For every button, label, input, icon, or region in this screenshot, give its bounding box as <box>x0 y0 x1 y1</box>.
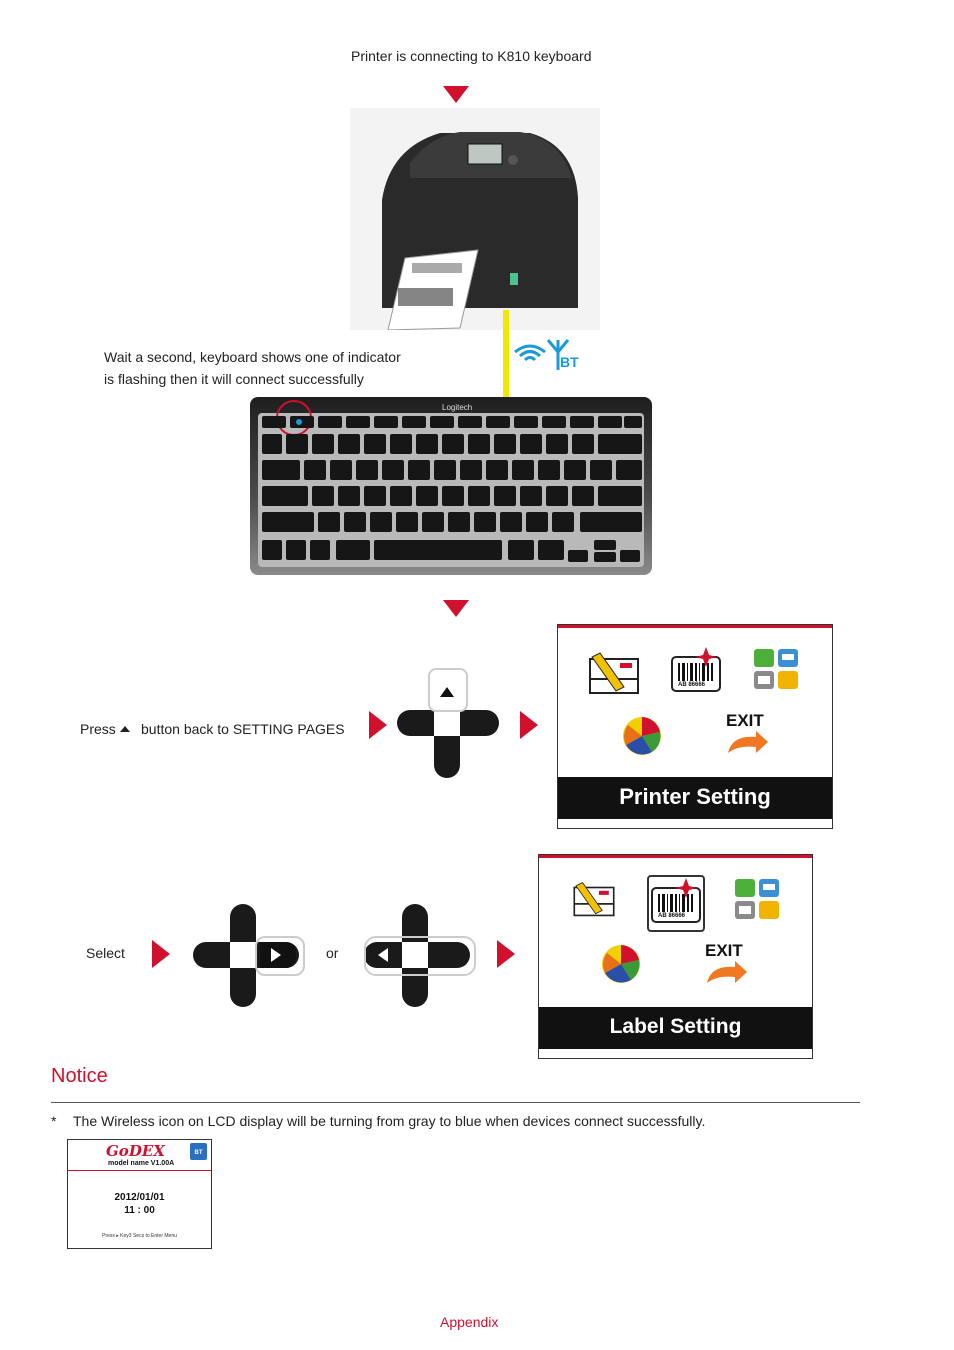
system-setting-pie-icon-2 <box>601 943 645 990</box>
lcd2-title: Label Setting <box>609 1015 742 1038</box>
dpad-left-arrow-icon <box>378 948 388 962</box>
exit-icon <box>718 711 778 757</box>
notice-divider <box>51 1102 860 1103</box>
lcd1-title-bar <box>558 777 832 819</box>
wireless-icon <box>512 340 548 371</box>
barcode-text-2: AB 86666 <box>658 913 686 919</box>
bt-label: BT <box>560 354 579 370</box>
interface-setting-icon-2 <box>735 879 781 928</box>
bt-status-label: BT <box>194 1150 203 1156</box>
notice-text: The Wireless icon on LCD display will be turning from gray to blue when devices connect successfully. <box>73 1113 706 1129</box>
arrow-down-1 <box>443 86 469 103</box>
lcd-home-divider <box>68 1170 211 1171</box>
exit-icon-2 <box>697 941 757 987</box>
printer-setting-icon-2 <box>571 879 617 924</box>
arrow-right-1 <box>369 711 387 739</box>
footer-appendix: Appendix <box>440 1314 499 1330</box>
barcode-text: AB 86666 <box>678 682 706 688</box>
arrow-right-4 <box>497 940 515 968</box>
printer-setting-icon <box>586 651 642 700</box>
up-arrow-icon <box>120 726 130 732</box>
model-name: model name V1.00A <box>108 1160 175 1167</box>
or-label: or <box>326 945 339 961</box>
wait-line-1: Wait a second, keyboard shows one of indicator <box>104 349 401 365</box>
bt-status-icon <box>190 1143 207 1160</box>
lcd-printer-setting <box>557 624 833 829</box>
select-label: Select <box>86 945 125 961</box>
lcd2-top-line <box>539 855 812 858</box>
arrow-right-3 <box>152 940 170 968</box>
dpad-right-arrow-icon <box>271 948 281 962</box>
arrow-down-2 <box>443 600 469 617</box>
label-setting-icon <box>670 647 722 698</box>
lcd-label-setting <box>538 854 813 1059</box>
interface-setting-icon <box>754 649 800 698</box>
bluetooth-antenna-icon <box>546 338 584 377</box>
lcd-home-screen <box>67 1139 212 1249</box>
dpad-up-arrow-icon <box>440 687 454 697</box>
press-prefix: Press <box>80 721 116 737</box>
godex-logo: GoDEX <box>106 1142 165 1160</box>
label-setting-icon-2 <box>647 875 705 932</box>
lcd-time: 11 : 00 <box>124 1205 155 1216</box>
caption-top: Printer is connecting to K810 keyboard <box>351 48 592 64</box>
keyboard-brand: Logitech <box>442 403 473 412</box>
notice-bullet: * <box>51 1113 57 1129</box>
system-setting-pie-icon <box>622 715 666 762</box>
exit-label-2: EXIT <box>705 941 743 960</box>
lcd-hint: Press ▸ Key3 Secs to Enter Menu <box>102 1233 177 1239</box>
wait-line-2: is flashing then it will connect successfully <box>104 371 364 387</box>
notice-heading: Notice <box>51 1065 108 1087</box>
arrow-right-2 <box>520 711 538 739</box>
lcd-top-line <box>558 625 832 628</box>
keyboard-key-rows <box>258 414 646 573</box>
printer-image <box>350 108 600 330</box>
lcd-date: 2012/01/01 <box>114 1192 165 1203</box>
connection-line <box>503 310 509 407</box>
lcd2-title-bar <box>539 1007 812 1049</box>
press-suffix: button back to SETTING PAGES <box>141 721 345 737</box>
lcd1-title: Printer Setting <box>619 784 771 809</box>
exit-label: EXIT <box>726 711 764 730</box>
